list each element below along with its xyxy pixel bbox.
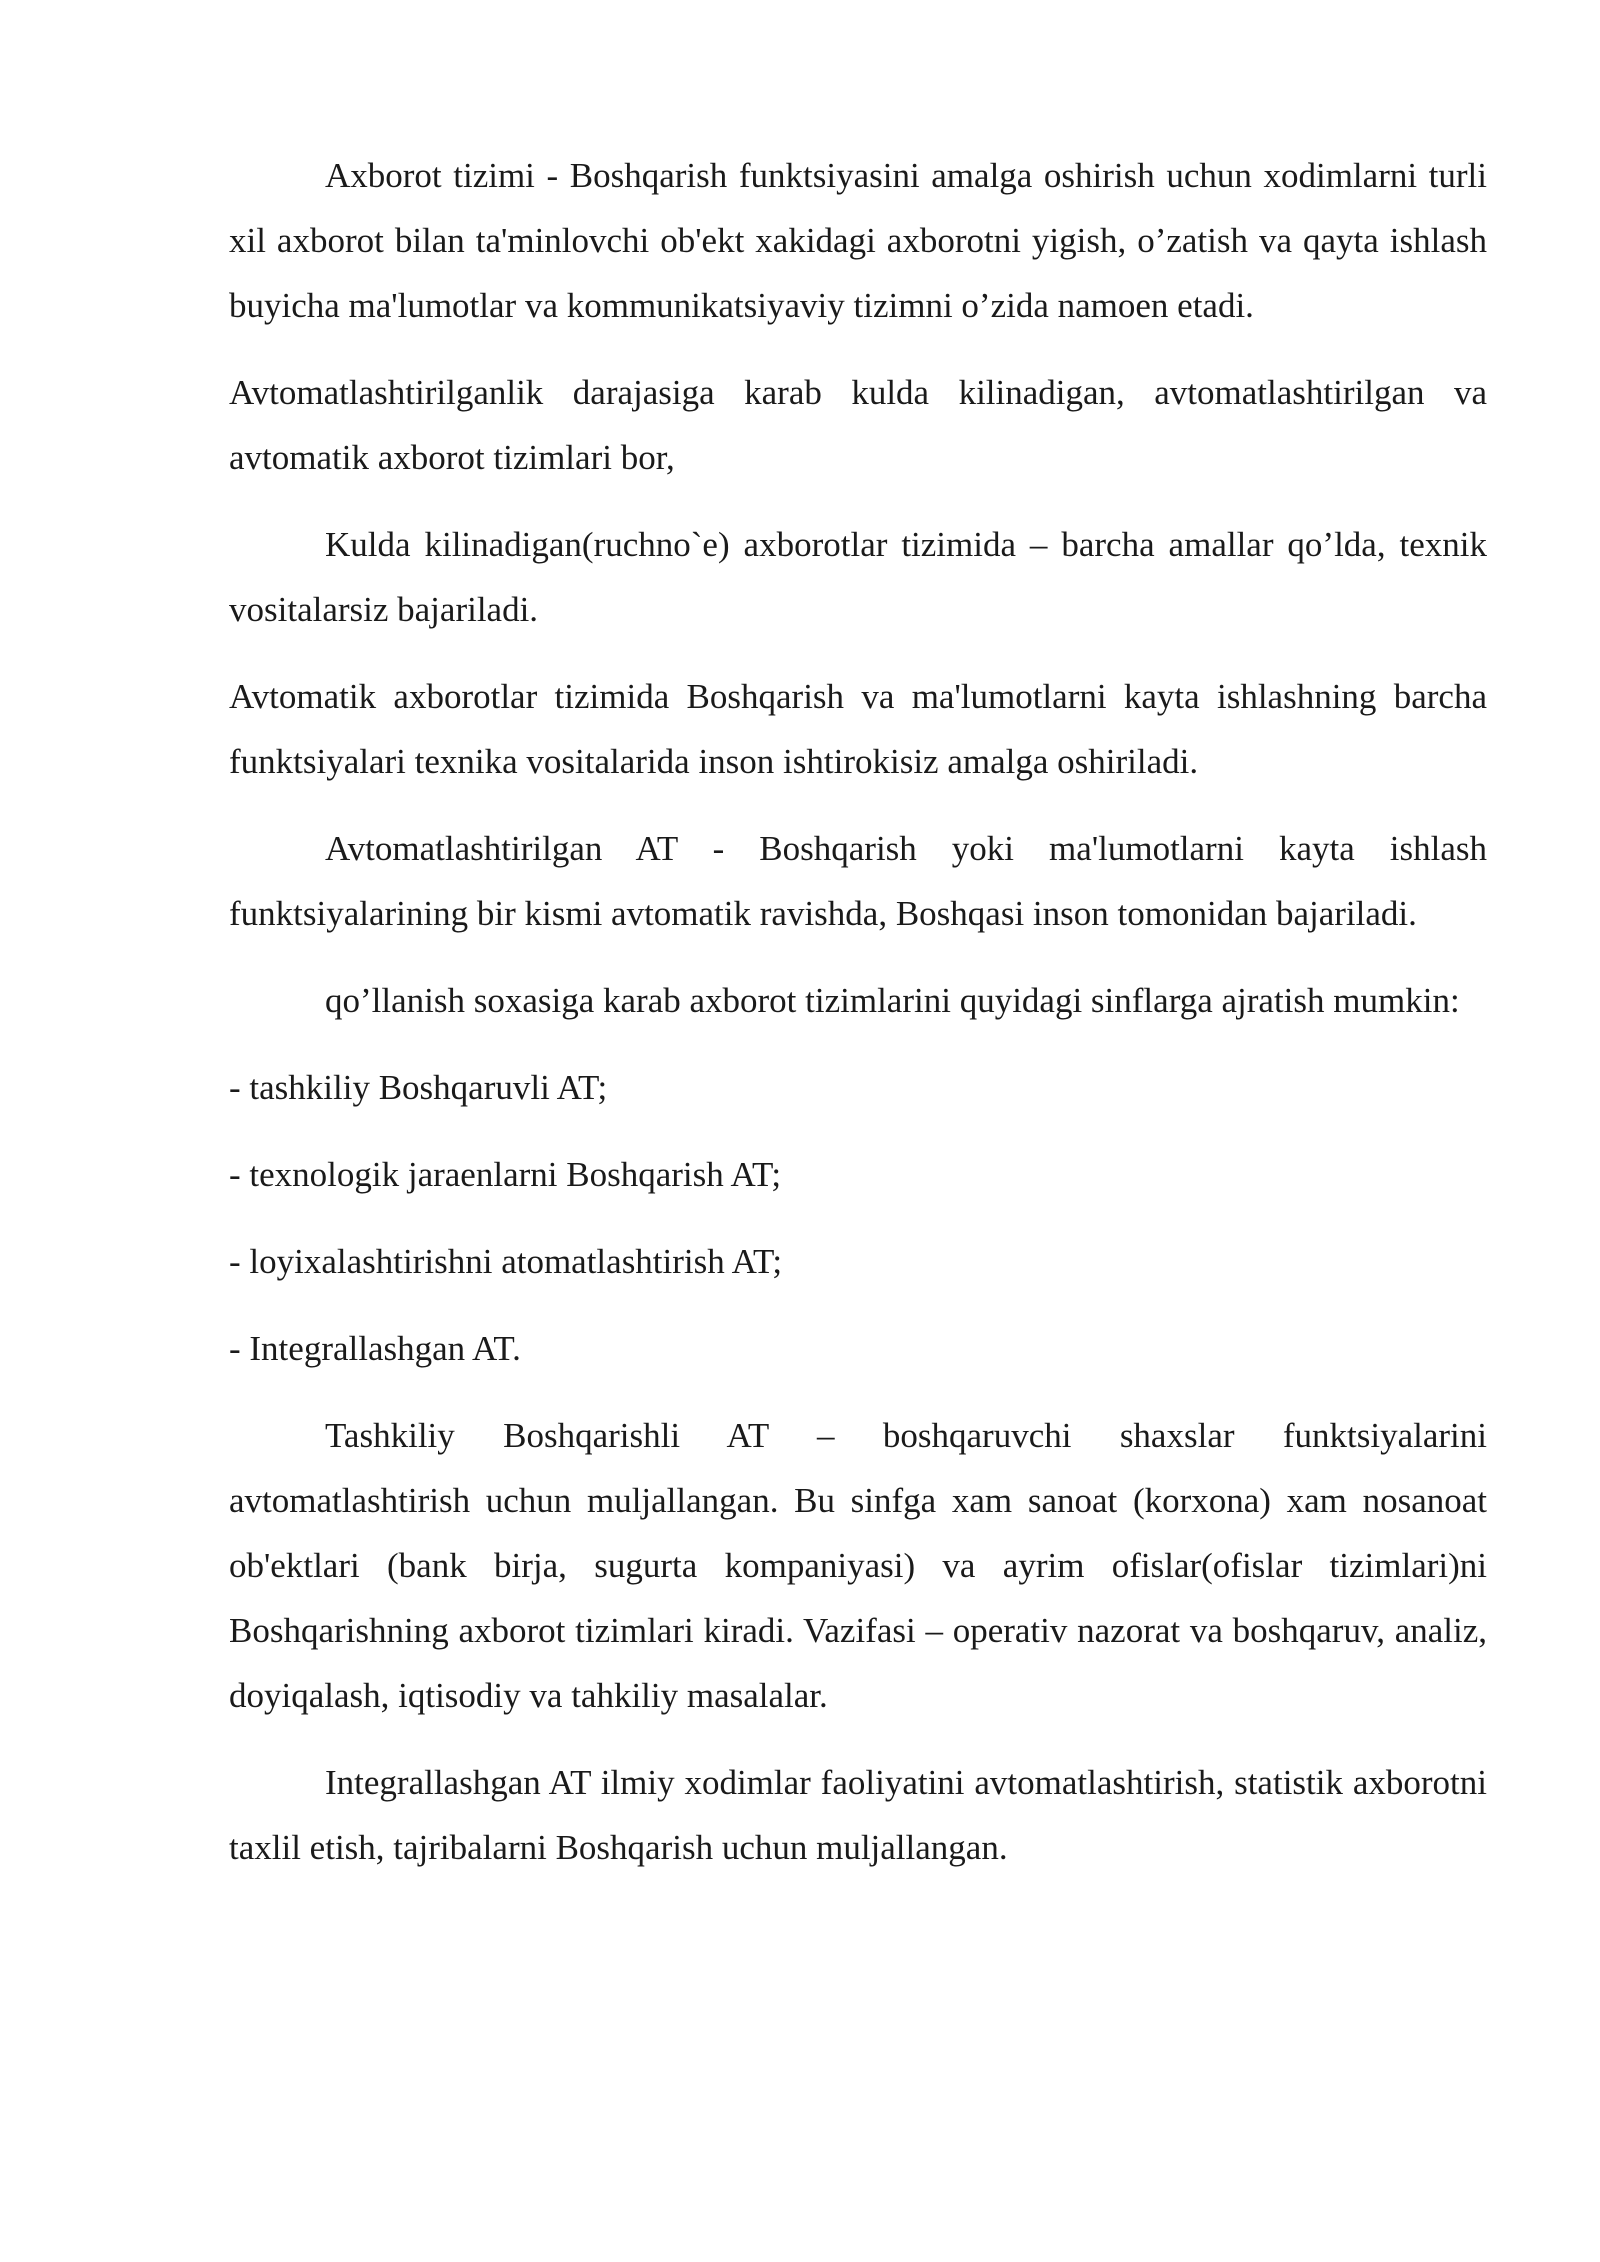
list-item: - texnologik jaraenlarni Boshqarish AT;: [229, 1155, 782, 1194]
paragraph-integrallashgan: Integrallashgan AT ilmiy xodimlar faoliyatini avtomatlashtirish, statistik axborotni taxlil etish, tajribalarni Boshqarish uchun muljallangan.: [229, 1763, 1487, 1867]
classification-list: [229, 1055, 1487, 1381]
list-item: - tashkiliy Boshqaruvli AT;: [229, 1068, 608, 1107]
paragraph-avtomatlashtirilganlik: Avtomatlashtirilganlik darajasiga karab kulda kilinadigan, avtomatlashtirilgan va avtomatik axborot tizimlari bor,: [229, 373, 1487, 477]
list-item: - loyixalashtirishni atomatlashtirish AT;: [229, 1242, 783, 1281]
paragraph-qollanish-soxasi: qo’llanish soxasiga karab axborot tizimlarini quyidagi sinflarga ajratish mumkin:: [325, 981, 1460, 1020]
paragraph-tashkiliy-boshqarishli: Tashkiliy Boshqarishli AT – boshqaruvchi shaxslar funktsiyalarini avtomatlashtirish uchun muljallangan. Bu sinfga xam sanoat (korxona) xam nosanoat ob'ektlari (bank birja, sugurta kompaniyasi) va ayrim ofislar(ofislar tizimlari)ni Boshqarishning axborot tizimlari kiradi. Vazifasi – operativ nazorat va boshqaruv, analiz, doyiqalash, iqtisodiy va tahkiliy masalalar.: [229, 1416, 1487, 1715]
paragraph-avtomatlashtirilgan-at: Avtomatlashtirilgan AT - Boshqarish yoki ma'lumotlarni kayta ishlash funktsiyalarining bir kismi avtomatik ravishda, Boshqasi inson tomonidan bajariladi.: [229, 829, 1487, 933]
paragraph-avtomatik: Avtomatik axborotlar tizimida Boshqarish va ma'lumotlarni kayta ishlashning barcha funktsiyalari texnika vositalarida inson ishtirokisiz amalga oshiriladi.: [229, 677, 1487, 781]
paragraph-axborot-tizimi: Axborot tizimi - Boshqarish funktsiyasini amalga oshirish uchun xodimlarni turli xil axborot bilan ta'minlovchi ob'ekt xakidagi axborotni yigish, o’zatish va qayta ishlash buyicha ma'lumotlar va kommunikatsiyaviy tizimni o’zida namoen etadi.: [229, 156, 1487, 325]
paragraph-kulda-kilinadigan: Kulda kilinadigan(ruchno`e) axborotlar tizimida – barcha amallar qo’lda, texnik vositalarsiz bajariladi.: [229, 525, 1487, 629]
list-item: - Integrallashgan AT.: [229, 1329, 521, 1368]
document-page: [229, 143, 1487, 1902]
